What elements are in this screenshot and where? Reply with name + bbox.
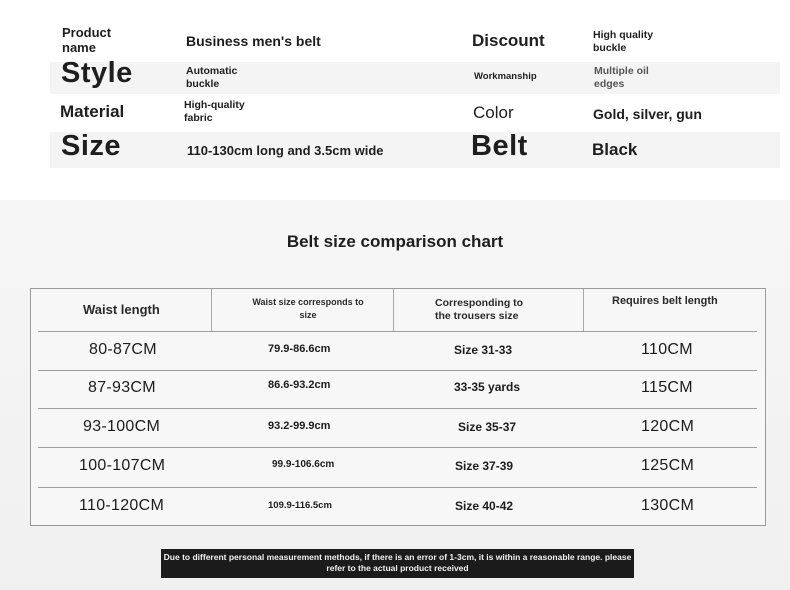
cell-trousers-size: 33-35 yards (454, 380, 521, 394)
product-name-label: Product name (62, 25, 112, 55)
cell-waist-length: 110-120CM (79, 497, 165, 514)
material-label: Material (60, 102, 125, 121)
cell-waist-length: 87-93CM (88, 379, 156, 396)
cell-waist-size: 86.6-93.2cm (268, 379, 331, 391)
color-label: Color (473, 103, 514, 122)
cell-trousers-size: Size 35-37 (458, 420, 517, 434)
measurement-note: Due to different personal measurement methods, if there is an error of 1-3cm, it is within a reasonable range. please refer to the actual product received (161, 549, 634, 578)
row-divider (38, 370, 757, 371)
cell-waist-size: 109.9-116.5cm (268, 500, 332, 511)
header-waist-length: Waist length (83, 302, 160, 317)
product-name-value: Business men's belt (186, 33, 321, 49)
cell-waist-size: 79.9-86.6cm (268, 343, 331, 355)
cell-trousers-size: Size 37-39 (455, 459, 514, 473)
discount-label: Discount (472, 31, 545, 50)
workmanship-label: Workmanship (474, 71, 537, 82)
belt-value: Black (592, 140, 638, 159)
header-trousers-size: Corresponding to the trousers size (435, 297, 524, 322)
row-divider (38, 487, 757, 488)
header-divider (211, 289, 212, 331)
style-label: Style (61, 57, 133, 89)
size-value: 110-130cm long and 3.5cm wide (187, 143, 384, 158)
style-value: Automatic buckle (186, 65, 238, 90)
cell-waist-length: 93-100CM (83, 418, 161, 435)
header-waist-size: Waist size corresponds to size (252, 297, 364, 320)
header-divider (393, 289, 394, 331)
cell-waist-size: 99.9-106.6cm (272, 459, 335, 470)
row-divider (38, 331, 757, 332)
cell-trousers-size: Size 31-33 (454, 343, 513, 357)
discount-value: High quality buckle (593, 29, 654, 54)
product-spec-table (0, 0, 790, 200)
belt-label: Belt (471, 130, 528, 162)
header-divider (583, 289, 584, 331)
row-divider (38, 408, 757, 409)
cell-belt-length: 115CM (641, 379, 693, 396)
chart-title: Belt size comparison chart (286, 232, 504, 251)
cell-belt-length: 110CM (641, 341, 693, 358)
color-value: Gold, silver, gun (593, 106, 702, 122)
header-belt-length: Requires belt length (612, 295, 718, 307)
size-label: Size (61, 130, 122, 162)
size-comparison-table (30, 288, 766, 526)
material-value: High-quality fabric (184, 99, 245, 124)
cell-waist-length: 100-107CM (79, 457, 166, 474)
cell-belt-length: 120CM (641, 418, 695, 435)
cell-trousers-size: Size 40-42 (455, 499, 514, 513)
spec-row-band (50, 132, 780, 168)
row-divider (38, 447, 757, 448)
cell-belt-length: 130CM (641, 497, 695, 514)
cell-waist-size: 93.2-99.9cm (268, 420, 331, 432)
workmanship-value: Multiple oil edges (594, 65, 649, 90)
cell-belt-length: 125CM (641, 457, 695, 474)
cell-waist-length: 80-87CM (89, 341, 157, 358)
